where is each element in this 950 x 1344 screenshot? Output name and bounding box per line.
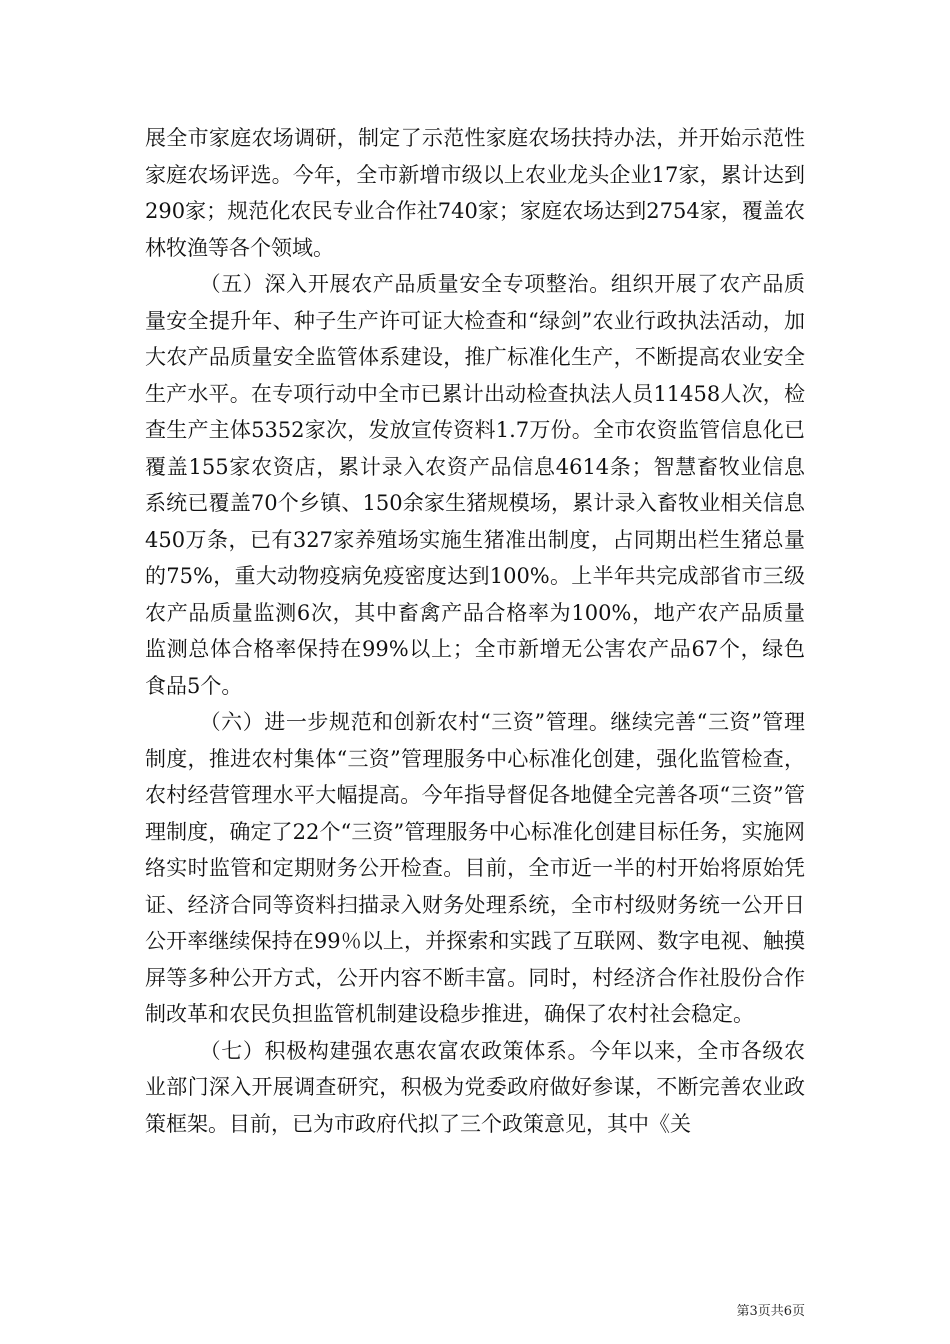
page-number-footer: 第3页共6页 [736, 1304, 805, 1319]
paragraph-continued: 展全市家庭农场调研，制定了示范性家庭农场扶持办法，并开始示范性家庭农场评选。今年，全市新增市级以上农业龙头企业17家，累计达到290家；规范化农民专业合作社740家；家庭农场达到2754家，覆盖农林牧渔等各个领域。 [145, 126, 805, 260]
paragraph-section-6: （六）进一步规范和创新农村“三资”管理。继续完善“三资”管理制度，推进农村集体“三资”管理服务中心标准化创建，强化监管检查，农村经营管理水平大幅提高。今年指导督促各地健全完善各项“三资”管理制度，确定了22个“三资”管理服务中心标准化创建目标任务，实施网络实时监管和定期财务公开检查。目前，全市近一半的村开始将原始凭证、经济合同等资料扫描录入财务处理系统，全市村级财务统一公开日公开率继续保持在99％以上，并探索和实践了互联网、数字电视、触摸屏等多种公开方式，公开内容不断丰富。同时，村经济合作社股份合作制改革和农民负担监管机制建设稳步推进，确保了农村社会稳定。 [145, 710, 805, 1026]
paragraph-section-7: （七）积极构建强农惠农富农政策体系。今年以来，全市各级农业部门深入开展调查研究，积极为党委政府做好参谋，不断完善农业政策框架。目前，已为市政府代拟了三个政策意见，其中《关 [145, 1038, 805, 1136]
paragraph-section-5: （五）深入开展农产品质量安全专项整治。组织开展了农产品质量安全提升年、种子生产许可证大检查和“绿剑”农业行政执法活动，加大农产品质量安全监管体系建设，推广标准化生产，不断提高农业安全生产水平。在专项行动中全市已累计出动检查执法人员11458人次，检查生产主体5352家次，发放宣传资料1.7万份。全市农资监管信息化已覆盖155家农资店，累计录入农资产品信息4614条；智慧畜牧业信息系统已覆盖70个乡镇、150余家生猪规模场，累计录入畜牧业相关信息450万条，已有327家养殖场实施生猪准出制度，占同期出栏生猪总量的75%，重大动物疫病免疫密度达到100%。上半年共完成部省市三级农产品质量监测6次，其中畜禽产品合格率为100%，地产农产品质量监测总体合格率保持在99%以上；全市新增无公害农产品67个，绿色食品5个。 [145, 272, 805, 698]
document-body [145, 120, 805, 1142]
